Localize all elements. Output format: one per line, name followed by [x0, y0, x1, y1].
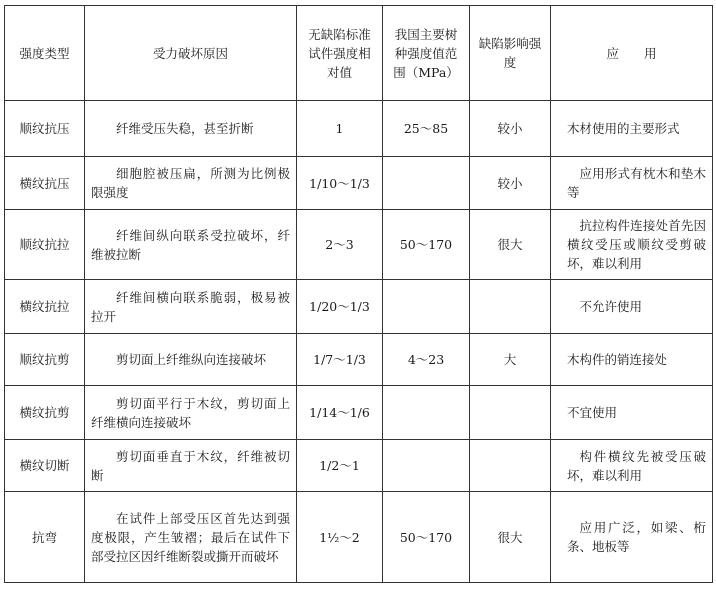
- table-row: [5, 280, 713, 334]
- cell-strength-range: 50～170: [383, 492, 470, 583]
- cell-application: 构件横纹先被受压破坏，难以利用: [551, 440, 713, 492]
- header-relative-value: 无缺陷标准试件强度相对值: [297, 6, 383, 101]
- cell-strength-type: 顺纹抗拉: [5, 210, 85, 280]
- cell-failure-cause: 剪切面上纤维纵向连接破坏: [85, 334, 297, 386]
- header-defect-effect: 缺陷影响强度: [470, 6, 551, 101]
- cell-application: 应用形式有枕木和垫木等: [551, 157, 713, 210]
- cell-strength-range: 50～170: [383, 210, 470, 280]
- cell-strength-range: 25～85: [383, 101, 470, 157]
- cell-strength-range: [383, 280, 470, 334]
- table-row: [5, 386, 713, 440]
- cell-application: 不宜使用: [551, 386, 713, 440]
- cell-strength-range: [383, 386, 470, 440]
- wood-strength-table: [4, 5, 713, 583]
- cell-defect-effect: 较小: [470, 101, 551, 157]
- cell-relative-value: 1/7～1/3: [297, 334, 383, 386]
- table-row: [5, 440, 713, 492]
- cell-defect-effect: [470, 386, 551, 440]
- header-row: [5, 6, 713, 101]
- cell-failure-cause: 纤维受压失稳，甚至折断: [85, 101, 297, 157]
- cell-defect-effect: 较小: [470, 157, 551, 210]
- cell-application: 木材使用的主要形式: [551, 101, 713, 157]
- cell-defect-effect: 很大: [470, 492, 551, 583]
- header-strength-type: 强度类型: [5, 6, 85, 101]
- table-row: [5, 334, 713, 386]
- cell-strength-type: 顺纹抗剪: [5, 334, 85, 386]
- cell-strength-type: 横纹切断: [5, 440, 85, 492]
- cell-failure-cause: 剪切面垂直于木纹，纤维被切断: [85, 440, 297, 492]
- cell-strength-type: 抗弯: [5, 492, 85, 583]
- cell-relative-value: 1/2～1: [297, 440, 383, 492]
- cell-relative-value: 2～3: [297, 210, 383, 280]
- cell-application: 不允许使用: [551, 280, 713, 334]
- cell-strength-type: 顺纹抗压: [5, 101, 85, 157]
- cell-relative-value: 1/10～1/3: [297, 157, 383, 210]
- cell-strength-type: 横纹抗拉: [5, 280, 85, 334]
- cell-failure-cause: 在试件上部受压区首先达到强度极限，产生皱褶；最后在试件下部受拉区因纤维断裂或撕开而破坏: [85, 492, 297, 583]
- cell-failure-cause: 纤维间横向联系脆弱，极易被拉开: [85, 280, 297, 334]
- cell-relative-value: 1½～2: [297, 492, 383, 583]
- cell-strength-range: [383, 157, 470, 210]
- cell-defect-effect: 大: [470, 334, 551, 386]
- cell-failure-cause: 纤维间纵向联系受拉破坏，纤维被拉断: [85, 210, 297, 280]
- cell-application: 木构件的销连接处: [551, 334, 713, 386]
- table-row: [5, 157, 713, 210]
- table-row: [5, 101, 713, 157]
- cell-strength-type: 横纹抗压: [5, 157, 85, 210]
- cell-strength-range: 4～23: [383, 334, 470, 386]
- cell-defect-effect: [470, 440, 551, 492]
- cell-application: 抗拉构件连接处首先因横纹受压或顺纹受剪破坏，难以利用: [551, 210, 713, 280]
- cell-relative-value: 1/14～1/6: [297, 386, 383, 440]
- cell-defect-effect: 很大: [470, 210, 551, 280]
- cell-failure-cause: 剪切面平行于木纹，剪切面上纤维横向连接破坏: [85, 386, 297, 440]
- cell-relative-value: 1/20～1/3: [297, 280, 383, 334]
- cell-application: 应用广泛，如梁、桁条、地板等: [551, 492, 713, 583]
- table-row: [5, 492, 713, 583]
- cell-strength-type: 横纹抗剪: [5, 386, 85, 440]
- cell-strength-range: [383, 440, 470, 492]
- cell-relative-value: 1: [297, 101, 383, 157]
- cell-defect-effect: [470, 280, 551, 334]
- header-application: 应 用: [551, 6, 713, 101]
- header-failure-cause: 受力破坏原因: [85, 6, 297, 101]
- cell-failure-cause: 细胞腔被压扁，所测为比例极限强度: [85, 157, 297, 210]
- header-strength-range: 我国主要树种强度值范围（MPa）: [383, 6, 470, 101]
- table-row: [5, 210, 713, 280]
